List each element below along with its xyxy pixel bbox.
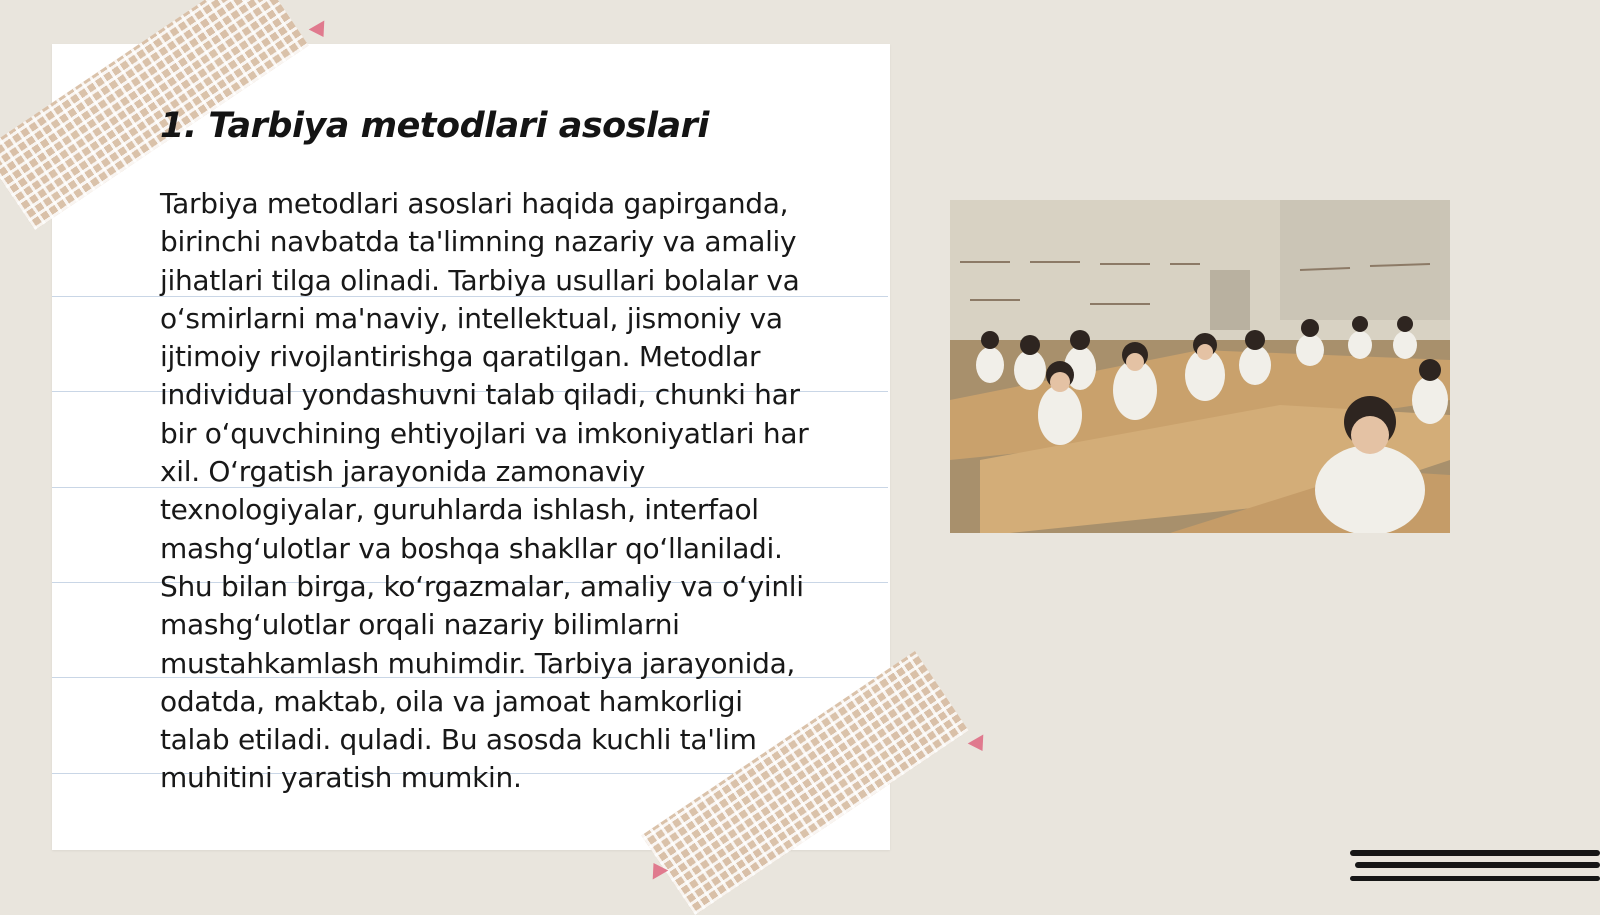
brush-stroke	[1350, 850, 1600, 856]
slide-body-text: Tarbiya metodlari asoslari haqida gapirganda, birinchi navbatda ta'limning nazariy va amaliy jihatlari tilga olinadi. Tarbiya usullari bolalar va o‘smirlarni ma'naviy, intellektual, jismoniy va ijtimoiy rivojlantirishga qaratilgan. Metodlar individual yondashuvni talab qiladi, chunki har bir o‘quvchining ehtiyojlari va imkoniyatlari har xil. O‘rgatish jarayonida zamonaviy texnologiyalar, guruhlarda ishlash, interfaol mashg‘ulotlar va boshqa shakllar qo‘llaniladi. Shu bilan birga, ko‘rgazmalar, amaliy va o‘yinli mashg‘ulotlar orqali nazariy bilimlarni mustahkamlash muhimdir. Tarbiya jarayonida, odatda, maktab, oila va jamoat hamkorligi talab etiladi. quladi. Bu asosda kuchli ta'lim muhitini yaratish mumkin.	[160, 187, 809, 795]
brush-stroke	[1350, 876, 1600, 881]
pin-icon	[309, 20, 332, 41]
classroom-photo-icon	[950, 200, 1450, 533]
brush-stroke	[1355, 862, 1600, 868]
classroom-photo	[950, 200, 1450, 533]
pin-icon	[968, 734, 991, 755]
slide-title: 1. Tarbiya metodlari asoslari	[160, 106, 709, 146]
